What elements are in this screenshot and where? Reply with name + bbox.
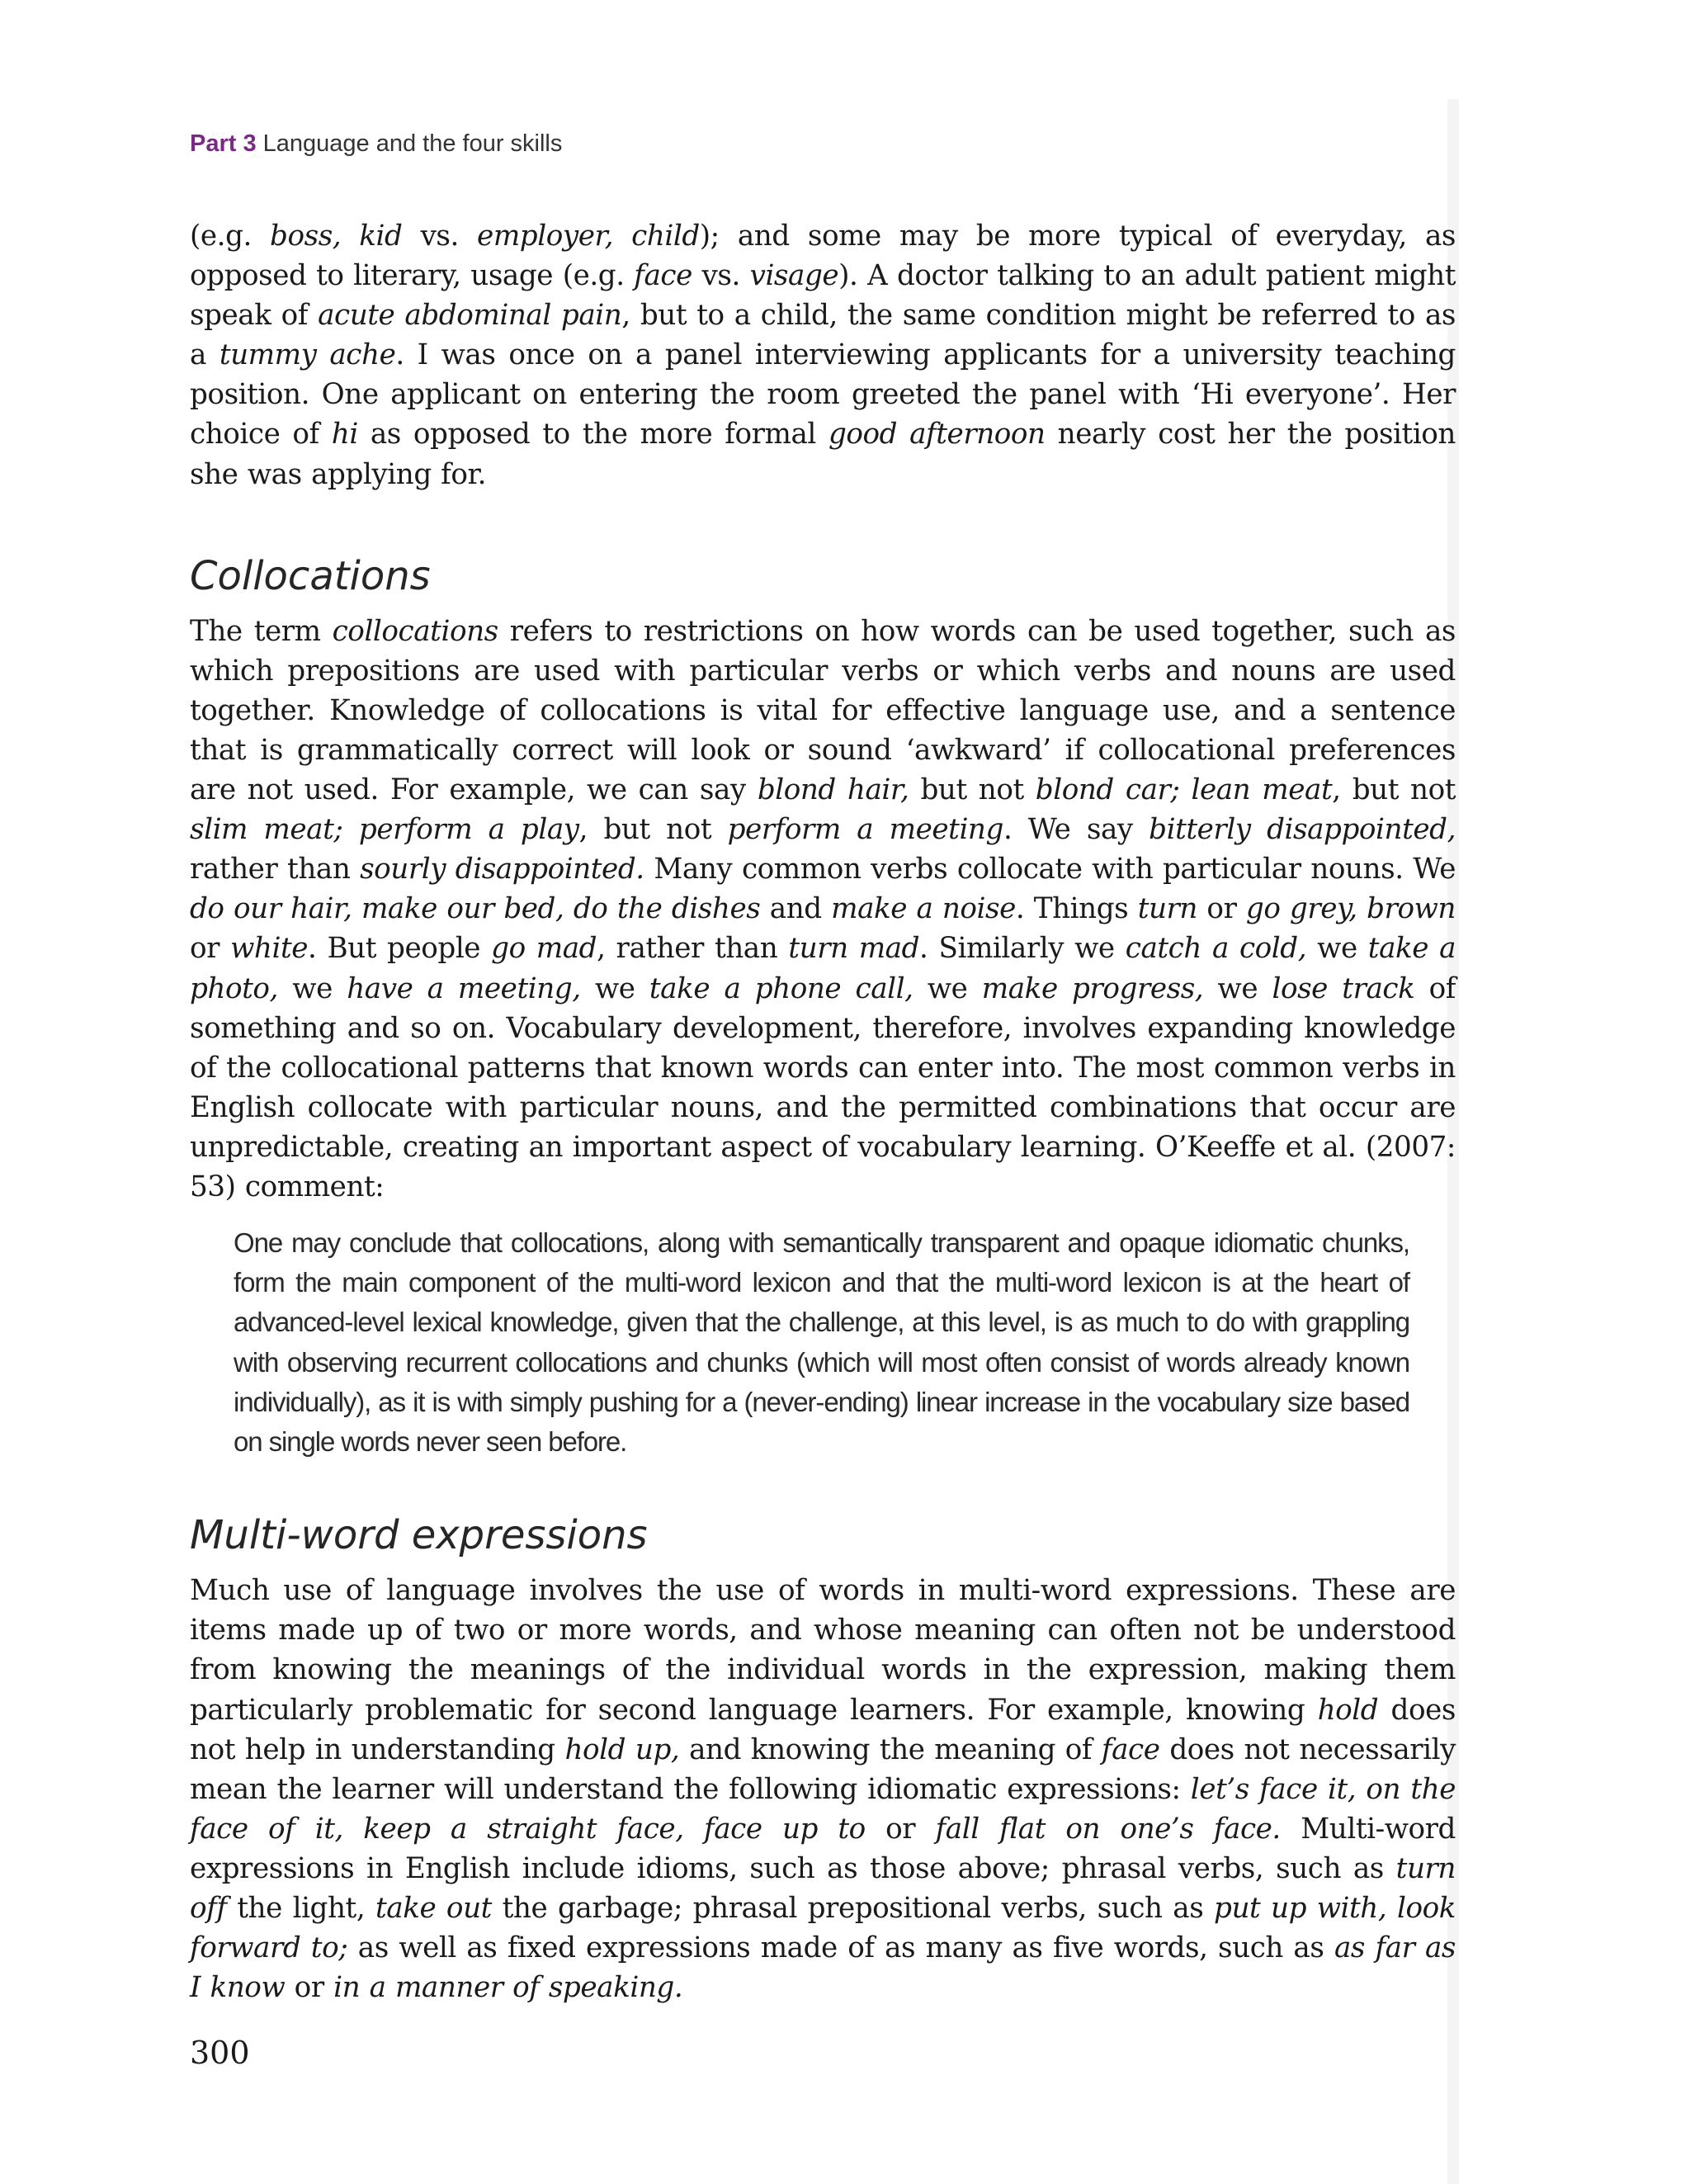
italic-term: do our hair, make our bed, do the dishes [190,892,761,926]
running-head-title: Language and the four skills [262,130,563,157]
page-content [190,216,1456,2007]
italic-term: go mad [491,932,597,966]
section-heading-collocations: Collocations [190,552,431,599]
page-number: 300 [190,2035,250,2071]
italic-term: go grey, brown [1245,892,1456,926]
text-run: as opposed to the more formal [357,418,828,451]
text-run: Much use of language involves the use of words in multi-word expressions. These are items made up of two or more words, and whose meaning can often not be understood from knowing the meanings of the individual words in the expression, making them particularly problematic for second language learners. For example, knowing [190,1574,1456,1727]
body-paragraph-collocations [190,612,1456,1207]
text-run: we [277,971,347,1005]
text-run: Many common verbs collocate with particular nouns. We [644,853,1456,886]
text-run: ); and some may be more typical of everyday, as opposed to literary, usage (e.g. [190,220,1456,293]
block-quotation: One may conclude that collocations, along with semantically transparent and opaque idiomatic chunks, form the main component of the multi-word lexicon and that the multi-word lexicon is at the heart of advanced-level lexical knowledge, given that the challenge, at this level, is as much to do with grappling with observing recurrent collocations and chunks (which will most often consist of words already known individually), as it is with simply pushing for a (never-ending) linear increase in the vocabulary size based on single words never seen before. [234,1227,1409,1458]
italic-term: tummy ache [219,338,396,372]
text-run: vs. [692,259,750,293]
italic-term: face [634,259,692,293]
italic-term: perform a meeting [727,813,1003,847]
text-run: or [865,1812,936,1846]
text-run: the light, [226,1892,375,1926]
text-run: rather than [190,853,361,886]
italic-term: take out [375,1892,492,1926]
italic-term: have a meeting, [347,971,581,1005]
italic-term: hi [331,418,358,451]
text-run: or [1197,892,1246,926]
italic-term: put up with, look forward to; [190,1892,1456,1965]
text-run: , rather than [597,932,789,966]
text-run: . We say [1003,813,1149,847]
italic-term: blond hair, [757,773,909,807]
text-run: . Things [1015,892,1138,926]
text-run: we [1203,971,1272,1005]
text-run: or [190,932,231,966]
text-run: we [1306,932,1368,966]
text-run: does not help in understanding [190,1693,1456,1766]
text-run: but not [909,773,1036,807]
italic-term: visage [749,259,839,293]
text-run: , but to a child, the same condition might be referred to as a [190,299,1456,372]
text-run: does not necessarily mean the learner will understand the following idiomatic expressions: [190,1733,1456,1806]
italic-term: good afternoon [828,418,1046,451]
text-run: nearly cost her the position she was applying for. [190,418,1456,491]
italic-term: acute abdominal pain [318,299,622,333]
italic-term: turn off [190,1851,1456,1926]
italic-term: blond car; lean meat [1035,773,1333,807]
italic-term: make progress, [981,971,1204,1005]
italic-term: catch a cold, [1125,932,1307,966]
text-run: or [285,1971,334,2005]
italic-term: in a manner of speaking. [333,1971,683,2005]
text-run: , but not [1332,773,1456,807]
italic-term: take a phone call, [649,971,913,1005]
italic-term: make a noise [831,892,1016,926]
italic-term: fall flat on one’s face. [935,1812,1281,1846]
italic-term: hold [1317,1693,1379,1727]
text-run: , but not [578,813,728,847]
text-run: . But people [308,932,492,966]
text-run: (e.g. [190,220,271,253]
running-head [190,130,562,158]
text-run: the garbage; phrasal prepositional verbs, such as [491,1892,1215,1926]
text-run: ). A doctor talking to an adult patient might speak of [190,259,1456,333]
section-heading-multiword-expressions: Multi-word expressions [190,1512,648,1559]
text-run: and [760,892,832,926]
italic-term: face [1101,1733,1160,1766]
italic-term: take a photo, [190,932,1456,1005]
running-head-part: Part 3 [190,130,257,157]
italic-term: hold up, [564,1733,680,1766]
body-paragraph-register [190,216,1456,494]
body-paragraph-multiword [190,1571,1456,2007]
italic-term: turn [1137,892,1198,926]
text-run: we [580,971,649,1005]
text-run: The term [190,614,333,648]
italic-term: boss, kid [270,220,403,253]
text-run: we [913,971,982,1005]
text-run: and knowing the meaning of [679,1733,1102,1766]
italic-term: employer, child [477,220,700,253]
italic-term: collocations [332,614,498,648]
text-run: refers to restrictions on how words can be used together, such as which prepositions are used with particular verbs or which verbs and nouns are used together. Knowledge of collocations is vital for effective language use, and a sentence that is grammatically correct will look or sound ‘awkward’ if collocational preferences are not used. For example, we can say [190,614,1456,807]
italic-term: bitterly disappointed, [1149,813,1456,847]
italic-term: lose track [1272,971,1415,1005]
text-run: as well as fixed expressions made of as many as five words, such as [347,1931,1334,1965]
italic-term: turn mad [788,932,920,966]
text-run: . I was once on a panel interviewing applicants for a university teaching position. One applicant on entering the room greeted the panel with ‘Hi everyone’. Her choice of [190,338,1456,451]
italic-term: white [230,932,309,966]
italic-term: sourly disappointed. [360,853,644,886]
italic-term: slim meat; perform a play [190,813,579,847]
italic-term: as far as I know [190,1931,1456,2005]
text-run: of something and so on. Vocabulary development, therefore, involves expanding knowledge of the collocational patterns that known words can enter into. The most common verbs in English collocate with particular nouns, and the permitted combinations that occur are unpredictable, creating an important aspect of vocabulary learning. O’Keeffe et al. (2007: 53) comment: [190,971,1456,1203]
text-run: . Similarly we [919,932,1126,966]
text-run: Multi-word expressions in English include idioms, such as those above; phrasal verbs, such as [190,1812,1456,1885]
italic-term: let’s face it, on the face of it, keep a straight face, face up to [190,1772,1456,1846]
text-run: vs. [402,220,478,253]
